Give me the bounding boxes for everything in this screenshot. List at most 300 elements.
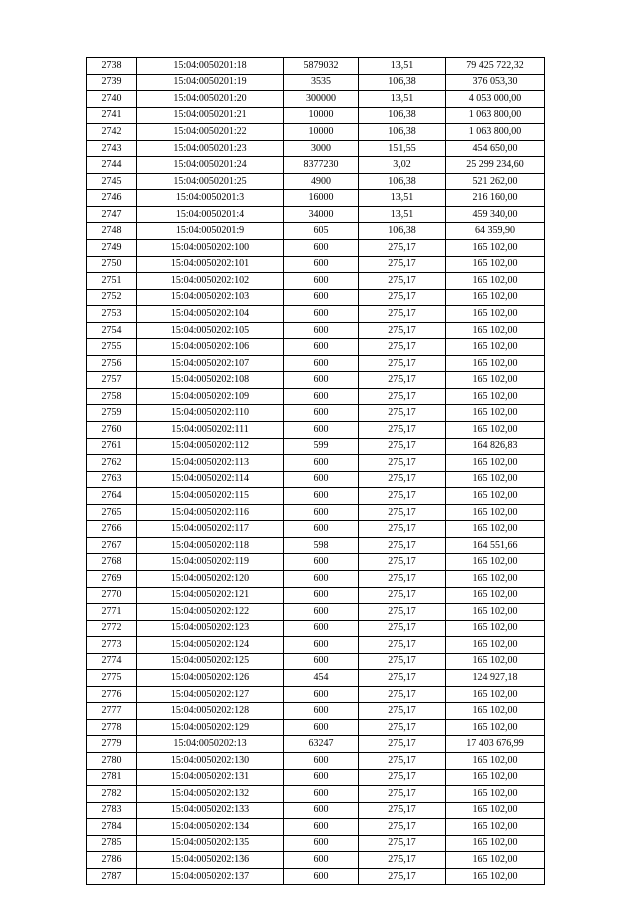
row-number-cell: 2766 xyxy=(87,521,137,538)
value-cell: 165 102,00 xyxy=(446,587,545,604)
cadastral-number-cell: 15:04:0050202:132 xyxy=(137,786,284,803)
table-row xyxy=(87,537,545,554)
table-row xyxy=(87,868,545,885)
cadastral-number-cell: 15:04:0050202:103 xyxy=(137,289,284,306)
table-row xyxy=(87,438,545,455)
cadastral-number-cell: 15:04:0050202:117 xyxy=(137,521,284,538)
area-cell: 63247 xyxy=(284,736,359,753)
cadastral-number-cell: 15:04:0050202:110 xyxy=(137,405,284,422)
cadastral-number-cell: 15:04:0050202:118 xyxy=(137,537,284,554)
value-cell: 165 102,00 xyxy=(446,256,545,273)
row-number-cell: 2778 xyxy=(87,719,137,736)
rate-cell: 275,17 xyxy=(359,604,446,621)
table-row xyxy=(87,306,545,323)
area-cell: 600 xyxy=(284,422,359,439)
table-row xyxy=(87,240,545,257)
value-cell: 165 102,00 xyxy=(446,703,545,720)
area-cell: 600 xyxy=(284,868,359,885)
rate-cell: 275,17 xyxy=(359,504,446,521)
cadastral-number-cell: 15:04:0050202:111 xyxy=(137,422,284,439)
row-number-cell: 2752 xyxy=(87,289,137,306)
table-row xyxy=(87,752,545,769)
rate-cell: 275,17 xyxy=(359,868,446,885)
table-row xyxy=(87,554,545,571)
table-row xyxy=(87,802,545,819)
rate-cell: 275,17 xyxy=(359,256,446,273)
value-cell: 521 262,00 xyxy=(446,173,545,190)
row-number-cell: 2767 xyxy=(87,537,137,554)
rate-cell: 106,38 xyxy=(359,107,446,124)
cadastral-number-cell: 15:04:0050202:134 xyxy=(137,819,284,836)
row-number-cell: 2782 xyxy=(87,786,137,803)
value-cell: 376 053,30 xyxy=(446,74,545,91)
value-cell: 17 403 676,99 xyxy=(446,736,545,753)
rate-cell: 275,17 xyxy=(359,240,446,257)
value-cell: 25 299 234,60 xyxy=(446,157,545,174)
rate-cell: 275,17 xyxy=(359,852,446,869)
table-row xyxy=(87,653,545,670)
value-cell: 165 102,00 xyxy=(446,802,545,819)
row-number-cell: 2746 xyxy=(87,190,137,207)
value-cell: 164 826,83 xyxy=(446,438,545,455)
rate-cell: 275,17 xyxy=(359,372,446,389)
value-cell: 165 102,00 xyxy=(446,852,545,869)
row-number-cell: 2776 xyxy=(87,686,137,703)
row-number-cell: 2743 xyxy=(87,140,137,157)
area-cell: 600 xyxy=(284,686,359,703)
rate-cell: 106,38 xyxy=(359,124,446,141)
value-cell: 64 359,90 xyxy=(446,223,545,240)
rate-cell: 151,55 xyxy=(359,140,446,157)
value-cell: 165 102,00 xyxy=(446,637,545,654)
table-row xyxy=(87,322,545,339)
rate-cell: 275,17 xyxy=(359,554,446,571)
row-number-cell: 2760 xyxy=(87,422,137,439)
area-cell: 600 xyxy=(284,719,359,736)
value-cell: 165 102,00 xyxy=(446,786,545,803)
area-cell: 300000 xyxy=(284,91,359,108)
cadastral-number-cell: 15:04:0050202:137 xyxy=(137,868,284,885)
rate-cell: 275,17 xyxy=(359,488,446,505)
area-cell: 600 xyxy=(284,521,359,538)
table-row xyxy=(87,620,545,637)
rate-cell: 275,17 xyxy=(359,703,446,720)
row-number-cell: 2740 xyxy=(87,91,137,108)
table-row xyxy=(87,835,545,852)
row-number-cell: 2780 xyxy=(87,752,137,769)
area-cell: 600 xyxy=(284,273,359,290)
row-number-cell: 2772 xyxy=(87,620,137,637)
value-cell: 165 102,00 xyxy=(446,372,545,389)
rate-cell: 13,51 xyxy=(359,190,446,207)
value-cell: 1 063 800,00 xyxy=(446,107,545,124)
value-cell: 165 102,00 xyxy=(446,289,545,306)
rate-cell: 275,17 xyxy=(359,786,446,803)
table-row xyxy=(87,570,545,587)
cadastral-number-cell: 15:04:0050202:123 xyxy=(137,620,284,637)
row-number-cell: 2749 xyxy=(87,240,137,257)
area-cell: 599 xyxy=(284,438,359,455)
rate-cell: 275,17 xyxy=(359,835,446,852)
cadastral-number-cell: 15:04:0050202:112 xyxy=(137,438,284,455)
row-number-cell: 2784 xyxy=(87,819,137,836)
table-row xyxy=(87,604,545,621)
row-number-cell: 2745 xyxy=(87,173,137,190)
rate-cell: 3,02 xyxy=(359,157,446,174)
area-cell: 600 xyxy=(284,339,359,356)
rate-cell: 275,17 xyxy=(359,273,446,290)
value-cell: 165 102,00 xyxy=(446,868,545,885)
cadastral-number-cell: 15:04:0050201:23 xyxy=(137,140,284,157)
area-cell: 600 xyxy=(284,355,359,372)
rate-cell: 275,17 xyxy=(359,322,446,339)
table-row xyxy=(87,157,545,174)
area-cell: 10000 xyxy=(284,124,359,141)
cadastral-number-cell: 15:04:0050202:129 xyxy=(137,719,284,736)
table-row xyxy=(87,256,545,273)
area-cell: 8377230 xyxy=(284,157,359,174)
area-cell: 600 xyxy=(284,554,359,571)
table-row xyxy=(87,686,545,703)
row-number-cell: 2775 xyxy=(87,670,137,687)
cadastral-number-cell: 15:04:0050202:120 xyxy=(137,570,284,587)
area-cell: 600 xyxy=(284,455,359,472)
table-row xyxy=(87,769,545,786)
cadastral-number-cell: 15:04:0050202:128 xyxy=(137,703,284,720)
table-row xyxy=(87,670,545,687)
table-row xyxy=(87,273,545,290)
area-cell: 600 xyxy=(284,471,359,488)
rate-cell: 275,17 xyxy=(359,719,446,736)
rate-cell: 13,51 xyxy=(359,91,446,108)
table-row xyxy=(87,107,545,124)
row-number-cell: 2779 xyxy=(87,736,137,753)
value-cell: 165 102,00 xyxy=(446,719,545,736)
value-cell: 165 102,00 xyxy=(446,471,545,488)
table-row xyxy=(87,190,545,207)
cadastral-number-cell: 15:04:0050202:106 xyxy=(137,339,284,356)
rate-cell: 275,17 xyxy=(359,570,446,587)
cadastral-number-cell: 15:04:0050202:125 xyxy=(137,653,284,670)
area-cell: 600 xyxy=(284,786,359,803)
rate-cell: 275,17 xyxy=(359,537,446,554)
rate-cell: 275,17 xyxy=(359,653,446,670)
table-row xyxy=(87,703,545,720)
cadastral-number-cell: 15:04:0050202:101 xyxy=(137,256,284,273)
cadastral-number-cell: 15:04:0050201:22 xyxy=(137,124,284,141)
area-cell: 600 xyxy=(284,769,359,786)
row-number-cell: 2758 xyxy=(87,388,137,405)
value-cell: 165 102,00 xyxy=(446,306,545,323)
cadastral-number-cell: 15:04:0050202:124 xyxy=(137,637,284,654)
cadastral-number-cell: 15:04:0050202:116 xyxy=(137,504,284,521)
cadastral-number-cell: 15:04:0050202:107 xyxy=(137,355,284,372)
area-cell: 454 xyxy=(284,670,359,687)
value-cell: 165 102,00 xyxy=(446,455,545,472)
value-cell: 216 160,00 xyxy=(446,190,545,207)
row-number-cell: 2785 xyxy=(87,835,137,852)
cadastral-number-cell: 15:04:0050202:130 xyxy=(137,752,284,769)
cadastral-number-cell: 15:04:0050202:122 xyxy=(137,604,284,621)
table-row xyxy=(87,488,545,505)
cadastral-number-cell: 15:04:0050201:25 xyxy=(137,173,284,190)
row-number-cell: 2781 xyxy=(87,769,137,786)
rate-cell: 106,38 xyxy=(359,223,446,240)
cadastral-number-cell: 15:04:0050202:102 xyxy=(137,273,284,290)
table-row xyxy=(87,471,545,488)
area-cell: 600 xyxy=(284,504,359,521)
area-cell: 3000 xyxy=(284,140,359,157)
value-cell: 4 053 000,00 xyxy=(446,91,545,108)
cadastral-number-cell: 15:04:0050202:131 xyxy=(137,769,284,786)
row-number-cell: 2751 xyxy=(87,273,137,290)
table-row xyxy=(87,819,545,836)
table-row xyxy=(87,587,545,604)
table-row xyxy=(87,405,545,422)
value-cell: 454 650,00 xyxy=(446,140,545,157)
area-cell: 600 xyxy=(284,819,359,836)
cadastral-number-cell: 15:04:0050202:114 xyxy=(137,471,284,488)
row-number-cell: 2744 xyxy=(87,157,137,174)
rate-cell: 275,17 xyxy=(359,471,446,488)
rate-cell: 275,17 xyxy=(359,769,446,786)
cadastral-number-cell: 15:04:0050201:3 xyxy=(137,190,284,207)
cadastral-number-cell: 15:04:0050202:133 xyxy=(137,802,284,819)
row-number-cell: 2765 xyxy=(87,504,137,521)
area-cell: 600 xyxy=(284,604,359,621)
table-body xyxy=(87,58,545,885)
table-row xyxy=(87,355,545,372)
area-cell: 600 xyxy=(284,306,359,323)
cadastral-number-cell: 15:04:0050202:108 xyxy=(137,372,284,389)
row-number-cell: 2738 xyxy=(87,58,137,75)
cadastral-number-cell: 15:04:0050202:127 xyxy=(137,686,284,703)
cadastral-number-cell: 15:04:0050202:119 xyxy=(137,554,284,571)
value-cell: 165 102,00 xyxy=(446,422,545,439)
table-row xyxy=(87,372,545,389)
table-row xyxy=(87,388,545,405)
table-row xyxy=(87,637,545,654)
value-cell: 165 102,00 xyxy=(446,570,545,587)
rate-cell: 275,17 xyxy=(359,802,446,819)
cadastral-number-cell: 15:04:0050202:13 xyxy=(137,736,284,753)
rate-cell: 275,17 xyxy=(359,521,446,538)
rate-cell: 275,17 xyxy=(359,752,446,769)
row-number-cell: 2773 xyxy=(87,637,137,654)
row-number-cell: 2742 xyxy=(87,124,137,141)
cadastral-number-cell: 15:04:0050201:4 xyxy=(137,206,284,223)
cadastral-number-cell: 15:04:0050202:113 xyxy=(137,455,284,472)
row-number-cell: 2756 xyxy=(87,355,137,372)
area-cell: 600 xyxy=(284,240,359,257)
rate-cell: 275,17 xyxy=(359,438,446,455)
row-number-cell: 2774 xyxy=(87,653,137,670)
value-cell: 165 102,00 xyxy=(446,339,545,356)
rate-cell: 275,17 xyxy=(359,620,446,637)
table-row xyxy=(87,422,545,439)
row-number-cell: 2783 xyxy=(87,802,137,819)
row-number-cell: 2762 xyxy=(87,455,137,472)
row-number-cell: 2777 xyxy=(87,703,137,720)
area-cell: 4900 xyxy=(284,173,359,190)
area-cell: 600 xyxy=(284,388,359,405)
table-row xyxy=(87,504,545,521)
row-number-cell: 2748 xyxy=(87,223,137,240)
rate-cell: 275,17 xyxy=(359,422,446,439)
value-cell: 165 102,00 xyxy=(446,686,545,703)
area-cell: 600 xyxy=(284,405,359,422)
row-number-cell: 2750 xyxy=(87,256,137,273)
area-cell: 10000 xyxy=(284,107,359,124)
rate-cell: 275,17 xyxy=(359,306,446,323)
rate-cell: 275,17 xyxy=(359,339,446,356)
area-cell: 3535 xyxy=(284,74,359,91)
area-cell: 600 xyxy=(284,620,359,637)
area-cell: 600 xyxy=(284,802,359,819)
area-cell: 600 xyxy=(284,570,359,587)
table-row xyxy=(87,124,545,141)
row-number-cell: 2759 xyxy=(87,405,137,422)
cadastral-number-cell: 15:04:0050202:104 xyxy=(137,306,284,323)
rate-cell: 275,17 xyxy=(359,455,446,472)
value-cell: 165 102,00 xyxy=(446,835,545,852)
value-cell: 165 102,00 xyxy=(446,355,545,372)
cadastral-number-cell: 15:04:0050202:126 xyxy=(137,670,284,687)
row-number-cell: 2763 xyxy=(87,471,137,488)
rate-cell: 275,17 xyxy=(359,637,446,654)
rate-cell: 275,17 xyxy=(359,686,446,703)
area-cell: 5879032 xyxy=(284,58,359,75)
cadastral-number-cell: 15:04:0050202:109 xyxy=(137,388,284,405)
rate-cell: 106,38 xyxy=(359,173,446,190)
table-row xyxy=(87,852,545,869)
cadastral-number-cell: 15:04:0050202:115 xyxy=(137,488,284,505)
area-cell: 600 xyxy=(284,322,359,339)
area-cell: 600 xyxy=(284,256,359,273)
row-number-cell: 2770 xyxy=(87,587,137,604)
area-cell: 600 xyxy=(284,637,359,654)
rate-cell: 275,17 xyxy=(359,388,446,405)
row-number-cell: 2757 xyxy=(87,372,137,389)
value-cell: 459 340,00 xyxy=(446,206,545,223)
table-row xyxy=(87,74,545,91)
value-cell: 164 551,66 xyxy=(446,537,545,554)
row-number-cell: 2741 xyxy=(87,107,137,124)
row-number-cell: 2787 xyxy=(87,868,137,885)
value-cell: 165 102,00 xyxy=(446,388,545,405)
table-row xyxy=(87,786,545,803)
rate-cell: 275,17 xyxy=(359,355,446,372)
value-cell: 79 425 722,32 xyxy=(446,58,545,75)
table-row xyxy=(87,173,545,190)
area-cell: 600 xyxy=(284,653,359,670)
value-cell: 165 102,00 xyxy=(446,521,545,538)
value-cell: 165 102,00 xyxy=(446,653,545,670)
cadastral-number-cell: 15:04:0050201:19 xyxy=(137,74,284,91)
cadastral-number-cell: 15:04:0050201:20 xyxy=(137,91,284,108)
rate-cell: 13,51 xyxy=(359,58,446,75)
data-table xyxy=(86,57,545,885)
value-cell: 165 102,00 xyxy=(446,240,545,257)
row-number-cell: 2761 xyxy=(87,438,137,455)
table-row xyxy=(87,521,545,538)
row-number-cell: 2768 xyxy=(87,554,137,571)
cadastral-number-cell: 15:04:0050202:135 xyxy=(137,835,284,852)
area-cell: 34000 xyxy=(284,206,359,223)
value-cell: 165 102,00 xyxy=(446,488,545,505)
row-number-cell: 2754 xyxy=(87,322,137,339)
value-cell: 165 102,00 xyxy=(446,604,545,621)
cadastral-number-cell: 15:04:0050202:136 xyxy=(137,852,284,869)
value-cell: 165 102,00 xyxy=(446,554,545,571)
row-number-cell: 2747 xyxy=(87,206,137,223)
rate-cell: 106,38 xyxy=(359,74,446,91)
area-cell: 600 xyxy=(284,488,359,505)
area-cell: 600 xyxy=(284,372,359,389)
value-cell: 165 102,00 xyxy=(446,769,545,786)
cadastral-number-cell: 15:04:0050201:18 xyxy=(137,58,284,75)
area-cell: 16000 xyxy=(284,190,359,207)
area-cell: 600 xyxy=(284,289,359,306)
row-number-cell: 2786 xyxy=(87,852,137,869)
area-cell: 598 xyxy=(284,537,359,554)
rate-cell: 275,17 xyxy=(359,405,446,422)
value-cell: 165 102,00 xyxy=(446,504,545,521)
row-number-cell: 2755 xyxy=(87,339,137,356)
area-cell: 605 xyxy=(284,223,359,240)
table-row xyxy=(87,223,545,240)
table-row xyxy=(87,289,545,306)
cadastral-number-cell: 15:04:0050202:100 xyxy=(137,240,284,257)
value-cell: 165 102,00 xyxy=(446,405,545,422)
rate-cell: 275,17 xyxy=(359,736,446,753)
value-cell: 165 102,00 xyxy=(446,322,545,339)
cadastral-number-cell: 15:04:0050201:21 xyxy=(137,107,284,124)
cadastral-number-cell: 15:04:0050201:9 xyxy=(137,223,284,240)
table-row xyxy=(87,455,545,472)
table-row xyxy=(87,206,545,223)
table-row xyxy=(87,58,545,75)
row-number-cell: 2764 xyxy=(87,488,137,505)
row-number-cell: 2771 xyxy=(87,604,137,621)
table-row xyxy=(87,719,545,736)
rate-cell: 275,17 xyxy=(359,587,446,604)
area-cell: 600 xyxy=(284,587,359,604)
area-cell: 600 xyxy=(284,752,359,769)
rate-cell: 275,17 xyxy=(359,819,446,836)
value-cell: 165 102,00 xyxy=(446,273,545,290)
value-cell: 124 927,18 xyxy=(446,670,545,687)
table-row xyxy=(87,736,545,753)
table-row xyxy=(87,91,545,108)
row-number-cell: 2753 xyxy=(87,306,137,323)
row-number-cell: 2769 xyxy=(87,570,137,587)
value-cell: 1 063 800,00 xyxy=(446,124,545,141)
row-number-cell: 2739 xyxy=(87,74,137,91)
table-row xyxy=(87,140,545,157)
rate-cell: 275,17 xyxy=(359,289,446,306)
area-cell: 600 xyxy=(284,703,359,720)
value-cell: 165 102,00 xyxy=(446,819,545,836)
rate-cell: 275,17 xyxy=(359,670,446,687)
cadastral-number-cell: 15:04:0050202:105 xyxy=(137,322,284,339)
area-cell: 600 xyxy=(284,835,359,852)
area-cell: 600 xyxy=(284,852,359,869)
table-row xyxy=(87,339,545,356)
rate-cell: 13,51 xyxy=(359,206,446,223)
value-cell: 165 102,00 xyxy=(446,752,545,769)
cadastral-number-cell: 15:04:0050202:121 xyxy=(137,587,284,604)
